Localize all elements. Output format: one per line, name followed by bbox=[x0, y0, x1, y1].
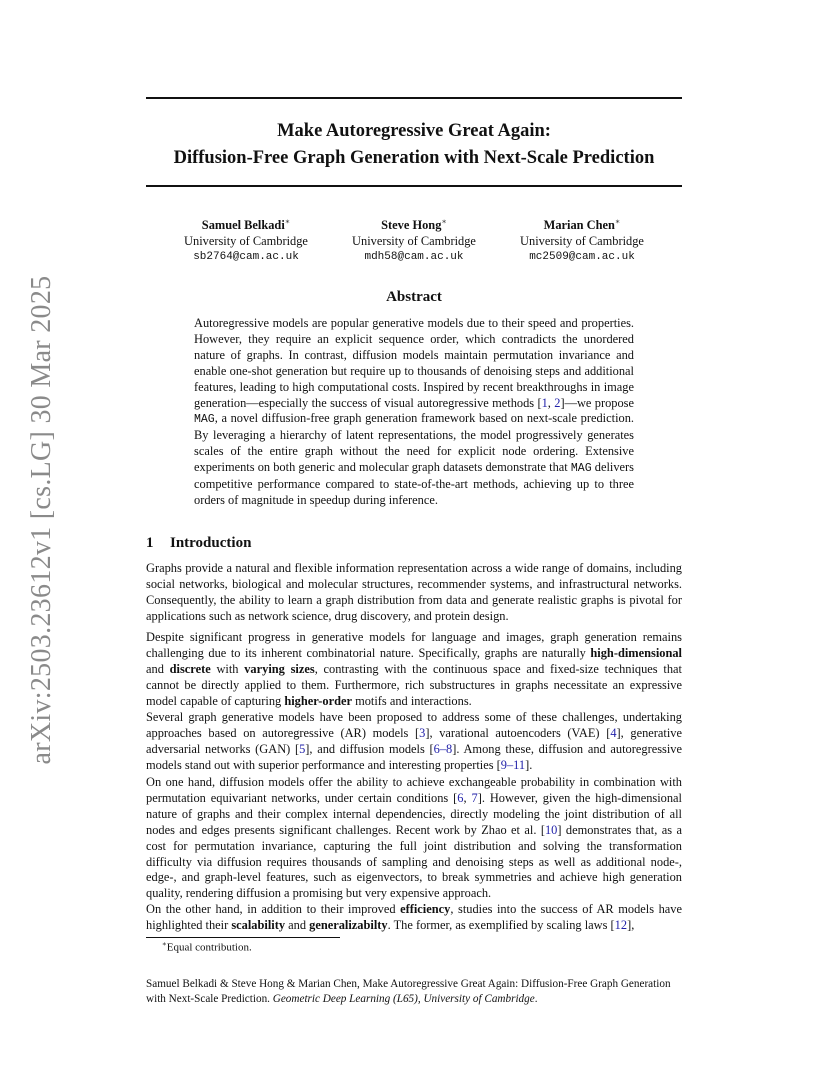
section-heading bbox=[146, 535, 251, 552]
author-email[interactable]: mc2509@cam.ac.uk bbox=[529, 251, 635, 264]
author-affiliation: University of Cambridge bbox=[352, 234, 476, 249]
footnote-rule bbox=[146, 937, 340, 938]
author-name: Steve Hong bbox=[381, 218, 442, 233]
arxiv-stamp: arXiv:2503.23612v1 [cs.LG] 30 Mar 2025 bbox=[26, 275, 57, 765]
abstract-text: Autoregressive models are popular generative models due to their speed and properties. However, they require an explicit sequence order, which contradicts the unordered nature of graphs. In contrast, diffusion models maintain permutation invariance and enable one-shot generation but require up to thousands of denoising steps and additional features, leading to high computational costs. Inspired by recent breakthroughs in image generation—especially the success of visual autoregressive methods [1, 2]—we propose MAG, a novel diffusion-free graph generation framework based on next-scale prediction. By leveraging a hierarchy of latent representations, the model progressively generates scales of the entire graph without the need for explicit node ordering. Extensive experiments on both generic and molecular graph datasets demonstrate that MAG delivers competitive performance compared to state-of-the-art methods, achieving up to three orders of magnitude in speedup during inference. bbox=[194, 316, 634, 507]
citation-link[interactable]: 7 bbox=[471, 790, 478, 805]
citation-link[interactable]: 6–8 bbox=[433, 741, 453, 756]
author-chen bbox=[487, 214, 677, 265]
author-belkadi bbox=[151, 214, 341, 265]
footnote bbox=[162, 940, 252, 954]
author-hong bbox=[319, 214, 509, 265]
equal-contribution-mark: ∗ bbox=[441, 217, 447, 226]
title-line-2: Diffusion-Free Graph Generation with Next-Scale Prediction bbox=[173, 148, 655, 168]
intro-paragraph-3: Several graph generative models have been proposed to address some of these challenges, undertaking approaches based on autoregressive (AR) models [3], varational autoencoders (VAE) [4], generative adversarial networks (GAN) [5], and diffusion models [6–8]. Among these, diffusion and autoregressive models stand out with superior performance and interesting properties [9–11]. bbox=[146, 710, 682, 772]
citation-link[interactable]: 10 bbox=[544, 822, 558, 837]
author-name: Samuel Belkadi bbox=[201, 218, 285, 233]
citation-link[interactable]: 2 bbox=[554, 395, 561, 410]
equal-contribution-mark: ∗ bbox=[614, 217, 621, 226]
method-name: MAG bbox=[570, 462, 592, 476]
intro-paragraph-1: Graphs provide a natural and flexible information representation across a wide range of domains, including social networks, biological and molecular structures, recommender systems, and infrastructural networks. Consequently, the ability to learn a graph distribution from data and generate realistic graphs is pivotal for applications such as network science, drug discovery, and protein design. bbox=[146, 561, 682, 623]
intro-paragraph-5: On the other hand, in addition to their improved efficiency, studies into the success of AR models have highlighted their scalability and generalizabilty. The former, as exemplified by scaling laws [12], bbox=[146, 902, 682, 932]
citation-link[interactable]: 9–11 bbox=[500, 757, 526, 772]
paper-title bbox=[146, 118, 682, 172]
citation-link[interactable]: 3 bbox=[419, 725, 426, 740]
section-title: Introduction bbox=[170, 535, 252, 551]
citation-link[interactable]: 5 bbox=[299, 741, 306, 756]
author-affiliation: University of Cambridge bbox=[184, 234, 308, 249]
citation-link[interactable]: 6 bbox=[457, 790, 464, 805]
author-name: Marian Chen bbox=[543, 218, 615, 233]
title-rule-bottom bbox=[146, 185, 682, 187]
author-email[interactable]: sb2764@cam.ac.uk bbox=[193, 251, 299, 264]
citation-link[interactable]: 4 bbox=[610, 725, 617, 740]
citation-venue: Geometric Deep Learning (L65), University of Cambridge bbox=[272, 993, 535, 1005]
footnote-text: Equal contribution. bbox=[166, 941, 252, 954]
citation-link[interactable]: 1 bbox=[541, 395, 548, 410]
title-line-1: Make Autoregressive Great Again: bbox=[277, 121, 551, 141]
title-rule-top bbox=[146, 97, 682, 99]
intro-paragraph-4: On one hand, diffusion models offer the ability to achieve exchangeable probability in combination with permutation equivariant networks, under certain conditions [6, 7]. However, given the high-dimensional nature of graphs and their complex internal dependencies, directly modeling the joint distribution of all nodes and edges presents significant challenges. Recent work by Zhao et al. [10] demonstrates that, as a cost for permutation invariance, capturing the full joint distribution and solving the transformation difficulty via diffusion requires thousands of sampling and denoising steps as well as additional node-, edge-, and graph-level features, such as eigenvectors, to break symmetries and achieve high generation quality, rendering diffusion a promising but very expensive approach. bbox=[146, 775, 683, 901]
citation-link[interactable]: 12 bbox=[614, 917, 628, 932]
method-name: MAG bbox=[194, 413, 215, 427]
citation-footer: Samuel Belkadi & Steve Hong & Marian Chen, Make Autoregressive Great Again: Diffusion-Free Graph Generation with Next-Scale Prediction. Geometric Deep Learning (L65), University of Cambridge. bbox=[146, 978, 671, 1005]
abstract-heading: Abstract bbox=[386, 289, 442, 305]
author-affiliation: University of Cambridge bbox=[520, 234, 644, 249]
section-number: 1 bbox=[146, 535, 154, 551]
author-email[interactable]: mdh58@cam.ac.uk bbox=[364, 251, 464, 264]
intro-paragraph-2: Despite significant progress in generative models for language and images, graph generation remains challenging due to its inherent combinatorial nature. Specifically, graphs are naturally high-dimensional and discrete with varying sizes, contrasting with the continuous space and fixed-size techniques that cannot be directly applied to them. Furthermore, rich substructures in graphs necessitate an expressive model capable of capturing higher-order motifs and interactions. bbox=[146, 630, 682, 708]
footnote-mark: ∗ bbox=[162, 940, 167, 948]
equal-contribution-mark: ∗ bbox=[284, 217, 291, 226]
